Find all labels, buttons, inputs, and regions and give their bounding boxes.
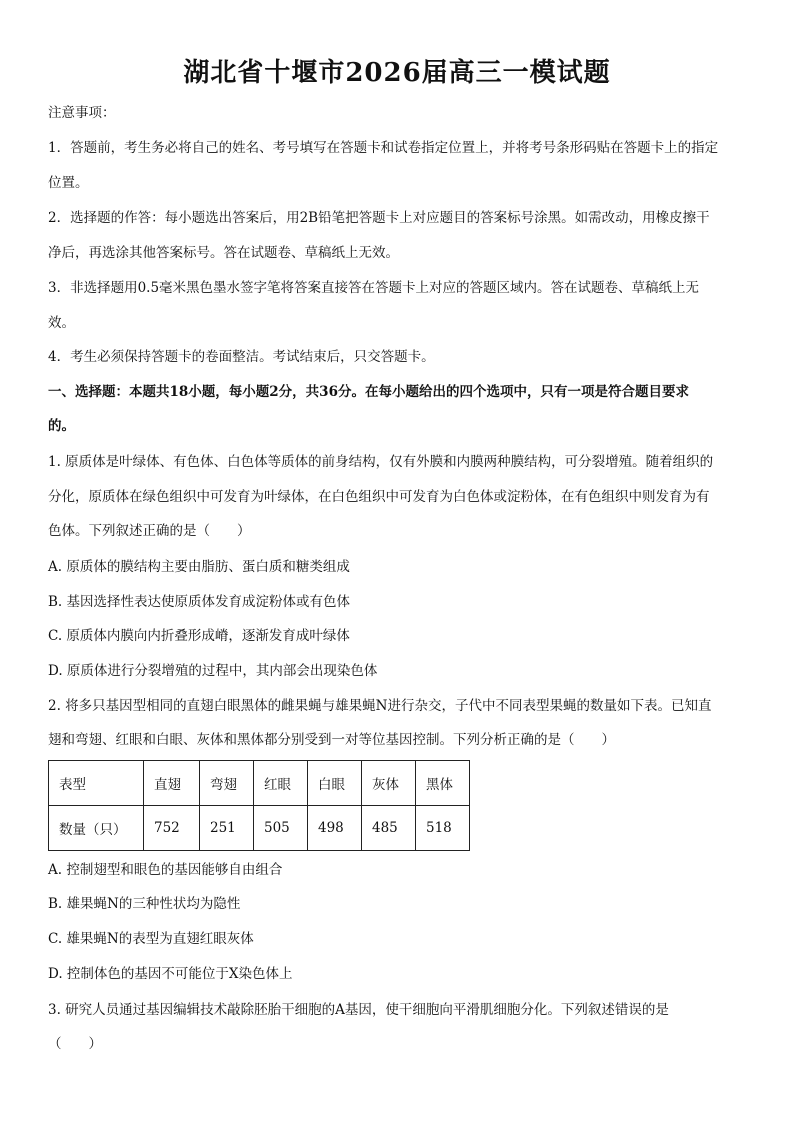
table-cell: 白眼 xyxy=(308,761,362,806)
question-3-line-1: 3. 研究人员通过基因编辑技术敲除胚胎干细胞的A基因，使干细胞向平滑肌细胞分化。下列叙述错误的是 xyxy=(48,1002,669,1018)
question-2-option-d: D. 控制体色的基因不可能位于X染色体上 xyxy=(48,966,293,982)
table-cell: 518 xyxy=(416,806,470,851)
question-1-line-1: 1. 原质体是叶绿体、有色体、白色体等质体的前身结构，仅有外膜和内膜两种膜结构，可分裂增殖。随着组织的 xyxy=(48,454,714,470)
note-3-line-1: 3．非选择题用0.5毫米黑色墨水签字笔将答案直接答在答题卡上对应的答题区域内。答在试题卷、草稿纸上无 xyxy=(48,280,700,296)
question-1-option-c: C. 原质体内膜向内折叠形成嵴，逐渐发育成叶绿体 xyxy=(48,628,350,644)
note-1-line-1: 1．答题前，考生务必将自己的姓名、考号填写在答题卡和试卷指定位置上，并将考号条形码贴在答题卡上的指定 xyxy=(48,140,719,156)
table-cell: 752 xyxy=(144,806,200,851)
table-cell: 直翅 xyxy=(144,761,200,806)
question-2-line-1: 2. 将多只基因型相同的直翅白眼黑体的雌果蝇与雄果蝇N进行杂交，子代中不同表型果蝇的数量如下表。已知直 xyxy=(48,698,712,714)
table-cell: 498 xyxy=(308,806,362,851)
question-2-option-c: C. 雄果蝇N的表型为直翅红眼灰体 xyxy=(48,931,254,947)
table-cell: 数量（只） xyxy=(49,806,144,851)
table-header-row xyxy=(49,761,470,806)
note-4: 4．考生必须保持答题卡的卷面整洁。考试结束后，只交答题卡。 xyxy=(48,349,435,365)
note-1-line-2: 位置。 xyxy=(48,175,89,191)
notes-heading: 注意事项： xyxy=(48,105,116,121)
table-row xyxy=(49,806,470,851)
table-cell: 弯翅 xyxy=(200,761,254,806)
question-1-option-b: B. 基因选择性表达使原质体发育成淀粉体或有色体 xyxy=(48,594,351,610)
page-title: 湖北省十堰市2026届高三一模试题 xyxy=(183,58,611,88)
table-cell: 505 xyxy=(254,806,308,851)
question-2-option-b: B. 雄果蝇N的三种性状均为隐性 xyxy=(48,896,241,912)
question-3-line-2: （ ） xyxy=(48,1036,102,1052)
section-1-heading-line-2: 的。 xyxy=(48,418,75,434)
question-2-line-2: 翅和弯翅、红眼和白眼、灰体和黑体都分别受到一对等位基因控制。下列分析正确的是（ ） xyxy=(48,732,615,748)
note-2-line-1: 2．选择题的作答：每小题选出答案后，用2B铅笔把答题卡上对应题目的答案标号涂黑。如需改动，用橡皮擦干 xyxy=(48,210,710,226)
table-cell: 251 xyxy=(200,806,254,851)
table-cell: 黑体 xyxy=(416,761,470,806)
question-1-option-d: D. 原质体进行分裂增殖的过程中，其内部会出现染色体 xyxy=(48,663,378,679)
question-1-line-3: 色体。下列叙述正确的是（ ） xyxy=(48,523,251,539)
question-2-option-a: A. 控制翅型和眼色的基因能够自由组合 xyxy=(48,862,283,878)
table-cell: 红眼 xyxy=(254,761,308,806)
table-cell: 表型 xyxy=(49,761,144,806)
question-1-line-2: 分化，原质体在绿色组织中可发育为叶绿体，在白色组织中可发育为白色体或淀粉体，在有色组织中则发育为有 xyxy=(48,489,710,505)
table-cell: 灰体 xyxy=(362,761,416,806)
section-1-heading-line-1: 一、选择题：本题共18小题，每小题2分，共36分。在每小题给出的四个选项中，只有一项是符合题目要求 xyxy=(48,384,689,400)
note-2-line-2: 净后，再选涂其他答案标号。答在试题卷、草稿纸上无效。 xyxy=(48,245,399,261)
phenotype-table xyxy=(48,760,470,851)
table-cell: 485 xyxy=(362,806,416,851)
note-3-line-2: 效。 xyxy=(48,315,75,331)
question-1-option-a: A. 原质体的膜结构主要由脂肪、蛋白质和糖类组成 xyxy=(48,559,350,575)
